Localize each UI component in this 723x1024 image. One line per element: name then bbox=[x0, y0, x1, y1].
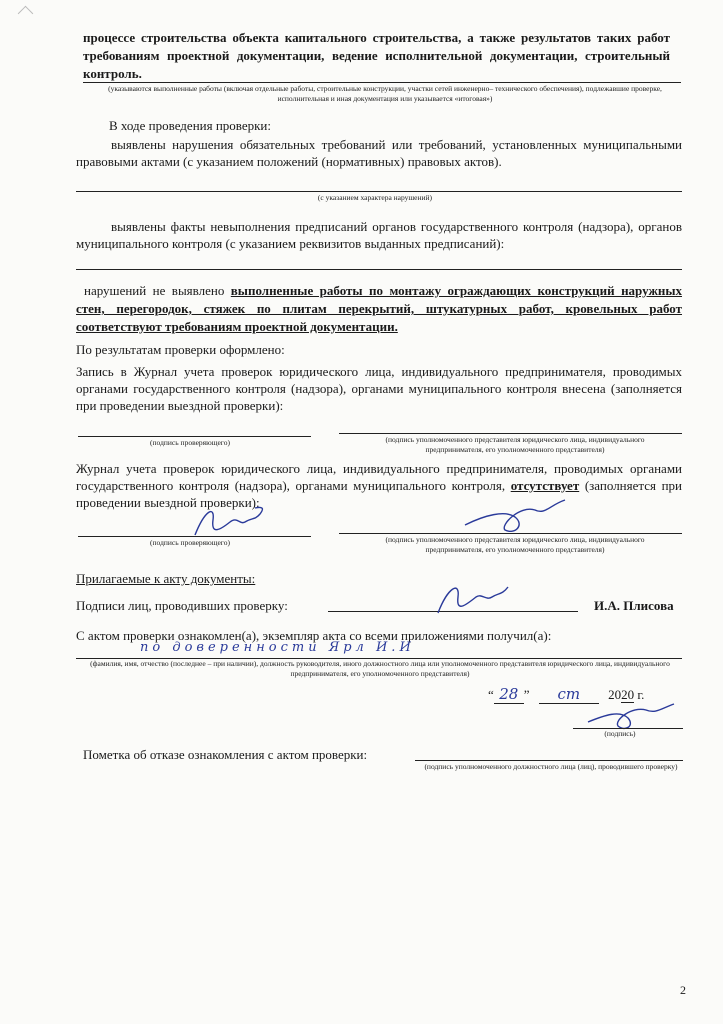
journal-absent-text2: (заполняется при проведении выездной проверки): bbox=[76, 478, 683, 510]
during-check: В ходе проведения проверки: bbox=[109, 118, 272, 133]
inspector-signature-2 bbox=[430, 575, 520, 620]
intro-note: (указываются выполненные работы (включая отдельные работы, строительные конструкции, участки сетей инженерно– технического обеспечения), подлежавшие проверке, исполнительная и иная документация или указывается «итоговая») bbox=[108, 84, 662, 103]
refusal-label: Пометка об отказе ознакомления с актом проверки: bbox=[83, 747, 368, 762]
no-violations-prefix: нарушений не выявлено bbox=[84, 283, 225, 298]
results-label: По результатам проверки оформлено: bbox=[76, 342, 285, 357]
date-year-suffix: 20 bbox=[621, 687, 635, 702]
acknowledged-text: С актом проверки ознакомлен(а), экземпляр акта со всеми приложениями получил(а): bbox=[76, 628, 552, 643]
orders-line bbox=[76, 269, 682, 270]
inspector-sign-line-1 bbox=[78, 436, 311, 437]
orders-text: выявлены факты невыполнения предписаний органов государственного контроля (надзора), органов муниципального контроля (с указанием реквизитов выданных предписаний): bbox=[76, 219, 682, 251]
date-month: ст bbox=[539, 686, 599, 704]
journal-absent-block bbox=[76, 460, 682, 511]
date-row: “ 28 ” ст 2020 г. bbox=[488, 685, 645, 703]
journal-absent-word: отсутствует bbox=[510, 478, 580, 493]
no-violations-block bbox=[76, 282, 682, 336]
journal-absent-text1: Журнал учета проверок юридического лица, индивидуального предпринимателя, проводимых органами государственного контроля (надзора), органами муниципального контроля, bbox=[76, 461, 682, 493]
intro-bold-text: процессе строительства объекта капитального строительства, а также результатов таких работ требованиям проектной документации, ведение исполнительной документации, строительный контроль. bbox=[83, 30, 670, 81]
page-number: 2 bbox=[680, 983, 686, 997]
inspector-name: И.А. Плисова bbox=[594, 598, 674, 613]
inspector-sign-label-2: (подпись проверяющего) bbox=[150, 538, 230, 547]
rep-sign-line-1 bbox=[339, 433, 682, 434]
date-year-prefix: 20 bbox=[608, 687, 622, 702]
acknowledged-note: (фамилия, имя, отчество (последнее – при наличии), должность руководителя, иного должностного лица или уполномоченного представителя юридического лица, индивидуального предпринимателя, его уполномоченного представителя) bbox=[90, 659, 670, 678]
rep-sign-label-1: (подпись уполномоченного представителя юридического лица, индивидуального предпринимателя, его уполномоченного представителя) bbox=[385, 435, 645, 454]
violations-note: (с указанием характера нарушений) bbox=[317, 193, 433, 202]
attached-docs-label: Прилагаемые к акту документы: bbox=[76, 571, 256, 586]
inspector-sign-label-1: (подпись проверяющего) bbox=[150, 438, 230, 447]
refusal-line bbox=[415, 760, 683, 761]
corner-mark bbox=[18, 6, 34, 22]
violations-line bbox=[76, 191, 682, 192]
journal-entry-text: Запись в Журнал учета проверок юридического лица, индивидуального предпринимателя, проводимых органами государственного контроля (надзора), органами муниципального контроля внесена (заполняется при проведении выездной проверки): bbox=[76, 364, 682, 413]
signatures-label: Подписи лиц, проводивших проверку: bbox=[76, 598, 288, 613]
signature-note: (подпись) bbox=[604, 729, 636, 738]
intro-line bbox=[83, 82, 681, 83]
violations-text: выявлены нарушения обязательных требований или требований, установленных муниципальными правовыми актами (с указанием положений (нормативных) правовых актов). bbox=[76, 137, 682, 169]
handwritten-basis: по доверенности Ярл И.И bbox=[140, 640, 415, 655]
rep-sign-label-2: (подпись уполномоченного представителя юридического лица, индивидуального предпринимателя, его уполномоченного представителя) bbox=[385, 535, 645, 554]
refusal-note: (подпись уполномоченного должностного лица (лиц), проводившего проверку) bbox=[424, 762, 678, 771]
inspector-sign-line-2 bbox=[78, 536, 311, 537]
rep-sign-line-2 bbox=[339, 533, 682, 534]
date-year-unit: г. bbox=[637, 687, 645, 702]
date-day: 28 bbox=[494, 686, 524, 704]
no-violations-text: выполненные работы по монтажу ограждающих конструкций наружных стен, перегородок, стяжек по плитам перекрытий, штукатурных работ, кровельных работ соответствуют требованиям проектной документации. bbox=[76, 283, 683, 334]
